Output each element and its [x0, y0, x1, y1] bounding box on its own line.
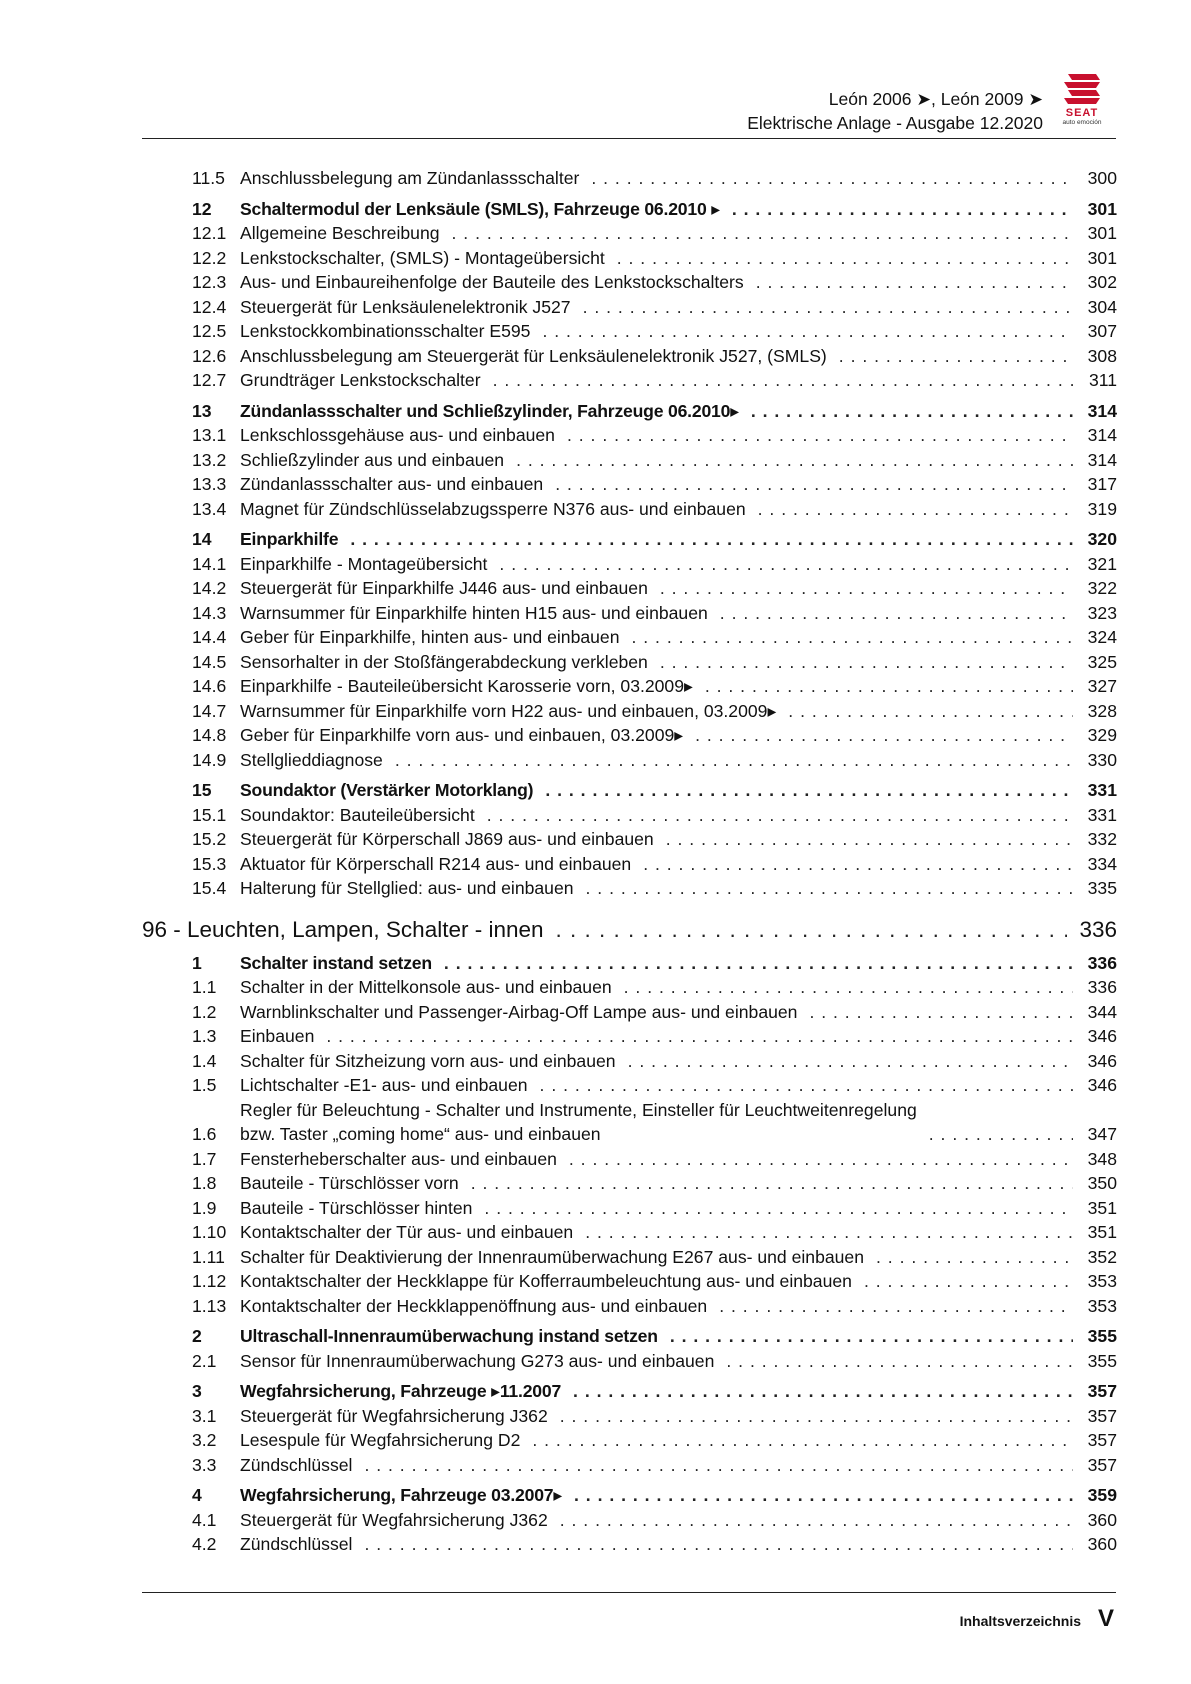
toc-page-number: 335 [1087, 878, 1117, 898]
toc-title: Lichtschalter -E1- aus- und einbauen [240, 1075, 528, 1095]
toc-leader-dots [471, 1171, 1073, 1196]
toc-number: 1.8 [192, 1173, 217, 1193]
toc-page-number: 300 [1087, 168, 1117, 188]
toc-title: Geber für Einparkhilfe vorn aus- und einbauen, 03.2009▸ [240, 725, 684, 745]
toc-leader-dots [516, 448, 1073, 473]
toc-leader-dots [545, 778, 1073, 803]
toc-title: Geber für Einparkhilfe, hinten aus- und einbauen [240, 627, 620, 647]
toc-entry[interactable] [142, 723, 1117, 748]
toc-page-number: 331 [1087, 780, 1117, 800]
toc-chapter[interactable] [142, 915, 1117, 945]
toc-title: Grundträger Lenkstockschalter [240, 370, 481, 390]
toc-entry[interactable] [142, 1245, 1117, 1270]
toc-page-number: 357 [1087, 1430, 1117, 1450]
toc-leader-dots [499, 552, 1073, 577]
toc-title: Steuergerät für Lenksäulenelektronik J527 [240, 296, 571, 317]
toc-title: Halterung für Stellglied: aus- und einbauen [240, 878, 574, 898]
toc-title: Einparkhilfe - Bauteileübersicht Karosserie vorn, 03.2009▸ [240, 676, 693, 696]
toc-number: 12.6 [192, 345, 227, 366]
toc-title [240, 1098, 917, 1147]
toc-leader-dots [864, 1269, 1073, 1294]
toc-number: 14.7 [192, 700, 227, 721]
toc-title: Kontaktschalter der Tür aus- und einbauen [240, 1222, 574, 1242]
table-of-contents [142, 166, 1117, 1557]
toc-page-number: 325 [1087, 651, 1117, 672]
toc-page-number: 304 [1087, 296, 1117, 317]
toc-leader-dots [567, 423, 1073, 448]
toc-number: 1.4 [192, 1050, 217, 1071]
toc-leader-dots [484, 1196, 1073, 1221]
toc-leader-dots [585, 1220, 1073, 1245]
toc-entry[interactable] [142, 1349, 1117, 1374]
toc-entry[interactable] [142, 1532, 1117, 1557]
page-header [0, 0, 1191, 150]
toc-title: Zündschlüssel [240, 1534, 353, 1554]
toc-title: Schalter in der Mittelkonsole aus- und einbauen [240, 977, 612, 997]
toc-leader-dots [573, 1379, 1073, 1404]
toc-leader-dots [809, 1000, 1073, 1025]
toc-page-number: 357 [1087, 1454, 1117, 1475]
toc-number: 4 [192, 1485, 202, 1505]
toc-title: Schließzylinder aus und einbauen [240, 449, 505, 470]
toc-entry[interactable] [142, 1098, 1117, 1147]
toc-number: 12.1 [192, 223, 227, 243]
toc-page-number: 314 [1087, 425, 1117, 445]
toc-entry[interactable] [142, 601, 1117, 626]
toc-entry[interactable] [142, 319, 1117, 344]
toc-page-number: 334 [1087, 853, 1117, 874]
toc-page-number: 360 [1087, 1509, 1117, 1530]
toc-page-number: 314 [1087, 449, 1117, 470]
toc-title: Lenkschlossgehäuse aus- und einbauen [240, 425, 555, 445]
toc-title: Einparkhilfe - Montageübersicht [240, 553, 488, 574]
logo-text: SEAT [1065, 107, 1099, 119]
toc-page-number: 344 [1087, 1001, 1117, 1022]
toc-title: Schalter für Deaktivierung der Innenraumüberwachung E267 aus- und einbauen [240, 1246, 865, 1267]
toc-section[interactable] [142, 951, 1117, 976]
toc-page-number: 357 [1087, 1405, 1117, 1426]
toc-number: 1.9 [192, 1197, 217, 1218]
toc-number: 1.1 [192, 977, 217, 997]
toc-leader-dots [569, 1147, 1073, 1172]
toc-entry[interactable] [142, 270, 1117, 295]
toc-title: Sensor für Innenraumüberwachung G273 aus- und einbauen [240, 1350, 715, 1371]
toc-title: 96 - Leuchten, Lampen, Schalter - innen [142, 916, 544, 942]
toc-number: 14 [192, 529, 212, 549]
toc-section[interactable] [142, 1483, 1117, 1508]
toc-leader-dots [556, 915, 1067, 945]
toc-leader-dots [487, 803, 1073, 828]
toc-number: 15.1 [192, 804, 227, 825]
seat-logo-mark [1064, 74, 1100, 104]
toc-leader-dots [532, 1428, 1073, 1453]
toc-title: Fensterheberschalter aus- und einbauen [240, 1148, 557, 1169]
toc-page-number: 360 [1087, 1534, 1117, 1554]
toc-title: Magnet für Zündschlüsselabzugssperre N376 aus- und einbauen [240, 498, 746, 519]
toc-number: 15 [192, 780, 212, 800]
toc-entry[interactable] [142, 1404, 1117, 1429]
toc-title: Warnsummer für Einparkhilfe hinten H15 aus- und einbauen [240, 602, 708, 623]
toc-page-number: 328 [1087, 700, 1117, 721]
toc-leader-dots [617, 246, 1073, 271]
toc-number: 1.5 [192, 1075, 217, 1095]
toc-entry[interactable] [142, 1220, 1117, 1245]
toc-page-number: 348 [1087, 1148, 1117, 1169]
toc-entry[interactable] [142, 699, 1117, 724]
toc-title: Schalter für Sitzheizung vorn aus- und einbauen [240, 1050, 616, 1071]
toc-leader-dots [326, 1024, 1073, 1049]
toc-number: 12.4 [192, 296, 227, 317]
toc-entry[interactable] [142, 1147, 1117, 1172]
toc-leader-dots [444, 951, 1073, 976]
toc-title: Warnblinkschalter und Passenger-Airbag-Off Lampe aus- und einbauen [240, 1001, 798, 1022]
toc-leader-dots [364, 1453, 1073, 1478]
toc-entry[interactable] [142, 975, 1117, 1000]
toc-number: 13.1 [192, 425, 227, 445]
toc-page-number: 308 [1087, 345, 1117, 366]
toc-page-number: 346 [1087, 1050, 1117, 1071]
toc-leader-dots [660, 650, 1073, 675]
toc-number: 1.13 [192, 1295, 227, 1316]
toc-entry[interactable] [142, 803, 1117, 828]
toc-page-number: 320 [1087, 529, 1117, 549]
toc-page-number: 323 [1087, 602, 1117, 623]
toc-number: 15.3 [192, 853, 227, 874]
toc-title: Wegfahrsicherung, Fahrzeuge ▸11.2007 [240, 1381, 562, 1401]
toc-entry[interactable] [142, 1269, 1117, 1294]
toc-title: Lenkstockkombinationsschalter E595 [240, 321, 531, 341]
footer-label: Inhaltsverzeichnis [959, 1613, 1081, 1629]
toc-leader-dots [591, 166, 1073, 191]
toc-title: Anschlussbelegung am Steuergerät für Lenksäulenelektronik J527, (SMLS) [240, 345, 827, 366]
toc-number: 3.1 [192, 1405, 217, 1426]
toc-number: 3.2 [192, 1430, 217, 1450]
toc-number: 1.10 [192, 1222, 227, 1242]
toc-title: Allgemeine Beschreibung [240, 223, 440, 243]
toc-entry[interactable] [142, 576, 1117, 601]
toc-title: Ultraschall-Innenraumüberwachung instand setzen [240, 1326, 658, 1346]
toc-title-line1: Regler für Beleuchtung - Schalter und Instrumente, Einsteller für Leuchtweitenregelung [240, 1099, 917, 1120]
toc-number: 14.6 [192, 676, 227, 696]
toc-leader-dots [751, 399, 1073, 424]
toc-leader-dots [540, 1073, 1073, 1098]
toc-leader-dots [350, 527, 1073, 552]
toc-number: 13.3 [192, 474, 227, 494]
toc-entry[interactable] [142, 1453, 1117, 1478]
toc-entry[interactable] [142, 1024, 1117, 1049]
toc-leader-dots [839, 344, 1073, 369]
toc-entry[interactable] [142, 650, 1117, 675]
toc-leader-dots [560, 1508, 1073, 1533]
toc-entry[interactable] [142, 748, 1117, 773]
toc-page-number: 350 [1087, 1173, 1117, 1193]
toc-entry[interactable] [142, 1049, 1117, 1074]
toc-title: Lesespule für Wegfahrsicherung D2 [240, 1430, 521, 1450]
toc-title: Zündanlassschalter und Schließzylinder, Fahrzeuge 06.2010▸ [240, 400, 739, 421]
toc-number: 13 [192, 400, 212, 421]
toc-title: Schaltermodul der Lenksäule (SMLS), Fahrzeuge 06.2010 ▸ [240, 198, 720, 219]
toc-number: 14.1 [192, 553, 227, 574]
toc-entry[interactable] [142, 1428, 1117, 1453]
toc-section[interactable] [142, 197, 1117, 222]
toc-leader-dots [560, 1404, 1073, 1429]
toc-entry[interactable] [142, 1294, 1117, 1319]
toc-page-number: 355 [1087, 1350, 1117, 1371]
toc-title: Zündschlüssel [240, 1454, 353, 1475]
toc-leader-dots [788, 699, 1073, 724]
toc-page-number: 346 [1087, 1075, 1117, 1095]
toc-page-number: 321 [1087, 553, 1117, 574]
toc-page-number: 301 [1087, 223, 1117, 243]
toc-page-number: 311 [1088, 370, 1117, 390]
toc-number: 1.6 [192, 1124, 217, 1144]
toc-leader-dots [758, 497, 1073, 522]
toc-leader-dots [628, 1049, 1073, 1074]
toc-title: Steuergerät für Wegfahrsicherung J362 [240, 1405, 548, 1426]
toc-title: Kontaktschalter der Heckklappenöffnung aus- und einbauen [240, 1295, 708, 1316]
toc-number: 14.4 [192, 627, 227, 647]
toc-leader-dots [732, 197, 1073, 222]
toc-number: 1.2 [192, 1001, 217, 1022]
toc-number: 13.4 [192, 498, 227, 519]
toc-leader-dots [705, 674, 1073, 699]
header-edition: Elektrische Anlage - Ausgabe 12.2020 [747, 113, 1043, 133]
toc-number: 14.9 [192, 749, 227, 770]
toc-title: Sensorhalter in der Stoßfängerabdeckung verkleben [240, 651, 648, 672]
toc-number: 1.3 [192, 1026, 217, 1046]
toc-leader-dots [670, 1324, 1073, 1349]
toc-number: 12.2 [192, 247, 227, 268]
toc-page-number: 355 [1087, 1326, 1117, 1346]
toc-page-number: 301 [1087, 247, 1117, 268]
toc-page-number: 327 [1087, 676, 1117, 696]
toc-leader-dots [929, 1122, 1073, 1147]
toc-leader-dots [695, 723, 1073, 748]
toc-section[interactable] [142, 1324, 1117, 1349]
toc-number: 3 [192, 1381, 202, 1401]
toc-title: Warnsummer für Einparkhilfe vorn H22 aus- und einbauen, 03.2009▸ [240, 700, 777, 721]
toc-leader-dots [586, 876, 1073, 901]
toc-number: 12.7 [192, 370, 227, 390]
toc-section[interactable] [142, 1379, 1117, 1404]
toc-page-number: 331 [1087, 804, 1117, 825]
toc-title-line2: bzw. Taster „coming home“ aus- und einbauen [240, 1124, 601, 1144]
toc-number: 13.2 [192, 449, 227, 470]
toc-title: Einparkhilfe [240, 529, 339, 549]
toc-entry[interactable] [142, 423, 1117, 448]
toc-number: 14.3 [192, 602, 227, 623]
toc-title: Bauteile - Türschlösser vorn [240, 1173, 459, 1193]
toc-leader-dots [542, 319, 1073, 344]
toc-page-number: 351 [1087, 1197, 1117, 1218]
toc-section[interactable] [142, 778, 1117, 803]
toc-entry[interactable] [142, 368, 1117, 393]
toc-entry[interactable] [142, 1073, 1117, 1098]
toc-entry[interactable] [142, 1000, 1117, 1025]
toc-entry[interactable] [142, 221, 1117, 246]
toc-title: Schalter instand setzen [240, 952, 432, 973]
toc-number: 11.5 [192, 168, 225, 188]
toc-page-number: 359 [1087, 1485, 1117, 1505]
toc-title: Zündanlassschalter aus- und einbauen [240, 474, 544, 494]
toc-leader-dots [493, 368, 1073, 393]
toc-number: 3.3 [192, 1454, 217, 1475]
toc-number: 1.7 [192, 1148, 217, 1169]
toc-number: 1 [192, 952, 202, 973]
toc-leader-dots [726, 1349, 1073, 1374]
toc-entry[interactable] [142, 448, 1117, 473]
toc-title: Aus- und Einbaureihenfolge der Bauteile des Lenkstockschalters [240, 272, 744, 292]
toc-entry[interactable] [142, 625, 1117, 650]
toc-title: Wegfahrsicherung, Fahrzeuge 03.2007▸ [240, 1485, 563, 1505]
toc-entry[interactable] [142, 1196, 1117, 1221]
toc-page-number: 352 [1087, 1246, 1117, 1267]
toc-page-number: 307 [1087, 321, 1117, 341]
toc-page-number: 322 [1087, 578, 1117, 598]
toc-leader-dots [666, 827, 1073, 852]
toc-title: Kontaktschalter der Heckklappe für Kofferraumbeleuchtung aus- und einbauen [240, 1271, 852, 1291]
header-text [747, 87, 1043, 135]
toc-entry[interactable] [142, 246, 1117, 271]
toc-page-number: 347 [1087, 1124, 1117, 1144]
footer-rule [142, 1592, 1116, 1593]
toc-entry[interactable] [142, 852, 1117, 877]
toc-leader-dots [719, 1294, 1073, 1319]
toc-leader-dots [756, 270, 1073, 295]
toc-leader-dots [583, 295, 1073, 320]
toc-section[interactable] [142, 527, 1117, 552]
toc-title: Anschlussbelegung am Zündanlassschalter [240, 168, 580, 188]
toc-number: 15.4 [192, 878, 227, 898]
toc-page-number: 346 [1087, 1026, 1117, 1046]
toc-title: Soundaktor (Verstärker Motorklang) [240, 780, 534, 800]
toc-number: 2.1 [192, 1350, 217, 1371]
toc-entry[interactable] [142, 827, 1117, 852]
toc-page-number: 336 [1087, 952, 1117, 973]
toc-section[interactable] [142, 399, 1117, 424]
toc-title: Stellglieddiagnose [240, 749, 383, 770]
toc-number: 12 [192, 198, 212, 219]
toc-leader-dots [876, 1245, 1073, 1270]
toc-leader-dots [660, 576, 1073, 601]
toc-page-number: 353 [1087, 1271, 1117, 1291]
toc-title: Steuergerät für Einparkhilfe J446 aus- und einbauen [240, 578, 648, 598]
header-rule [142, 138, 1116, 139]
toc-page-number: 317 [1087, 474, 1117, 494]
logo-tagline: auto emoción [1062, 119, 1102, 126]
toc-number: 15.2 [192, 829, 227, 849]
toc-entry[interactable] [142, 295, 1117, 320]
toc-page-number: 330 [1087, 749, 1117, 770]
toc-page-number: 319 [1087, 498, 1117, 519]
toc-title: Steuergerät für Wegfahrsicherung J362 [240, 1509, 548, 1530]
toc-page-number: 314 [1087, 400, 1117, 421]
header-models: León 2006 ➤, León 2009 ➤ [828, 89, 1043, 109]
toc-entry[interactable] [142, 472, 1117, 497]
toc-number: 12.3 [192, 272, 227, 292]
toc-leader-dots [720, 601, 1073, 626]
toc-leader-dots [574, 1483, 1073, 1508]
toc-title: Lenkstockschalter, (SMLS) - Montageübersicht [240, 247, 605, 268]
toc-leader-dots [632, 625, 1074, 650]
toc-title: Einbauen [240, 1026, 315, 1046]
toc-title: Soundaktor: Bauteileübersicht [240, 804, 475, 825]
toc-entry[interactable] [142, 166, 1117, 191]
toc-leader-dots [364, 1532, 1073, 1557]
toc-number: 4.2 [192, 1534, 217, 1554]
toc-number: 1.12 [192, 1271, 227, 1291]
toc-leader-dots [395, 748, 1073, 773]
toc-entry[interactable] [142, 674, 1117, 699]
toc-number: 14.2 [192, 578, 227, 598]
toc-entry[interactable] [142, 876, 1117, 901]
toc-leader-dots [452, 221, 1073, 246]
toc-number: 2 [192, 1326, 202, 1346]
toc-number: 14.8 [192, 725, 227, 745]
toc-page-number: 332 [1087, 829, 1117, 849]
toc-entry[interactable] [142, 1508, 1117, 1533]
toc-leader-dots [643, 852, 1073, 877]
toc-page-number: 357 [1087, 1381, 1117, 1401]
toc-number: 14.5 [192, 651, 227, 672]
toc-entry[interactable] [142, 344, 1117, 369]
toc-leader-dots [624, 975, 1073, 1000]
toc-page-number: 336 [1079, 916, 1117, 942]
toc-entry[interactable] [142, 497, 1117, 522]
toc-page-number: 324 [1087, 627, 1117, 647]
toc-page-number: 336 [1087, 977, 1117, 997]
toc-page-number: 329 [1087, 725, 1117, 745]
toc-entry[interactable] [142, 1171, 1117, 1196]
seat-logo [1046, 68, 1118, 126]
toc-page-number: 302 [1087, 272, 1117, 292]
toc-page-number: 351 [1087, 1222, 1117, 1242]
toc-leader-dots [555, 472, 1073, 497]
footer-page-number: V [1097, 1605, 1114, 1632]
toc-page-number: 301 [1087, 198, 1117, 219]
toc-number: 4.1 [192, 1509, 217, 1530]
toc-entry[interactable] [142, 552, 1117, 577]
toc-number: 12.5 [192, 321, 227, 341]
toc-number: 1.11 [192, 1246, 225, 1267]
toc-title: Aktuator für Körperschall R214 aus- und einbauen [240, 853, 632, 874]
toc-page-number: 353 [1087, 1295, 1117, 1316]
toc-title: Steuergerät für Körperschall J869 aus- und einbauen [240, 829, 654, 849]
toc-title: Bauteile - Türschlösser hinten [240, 1197, 473, 1218]
